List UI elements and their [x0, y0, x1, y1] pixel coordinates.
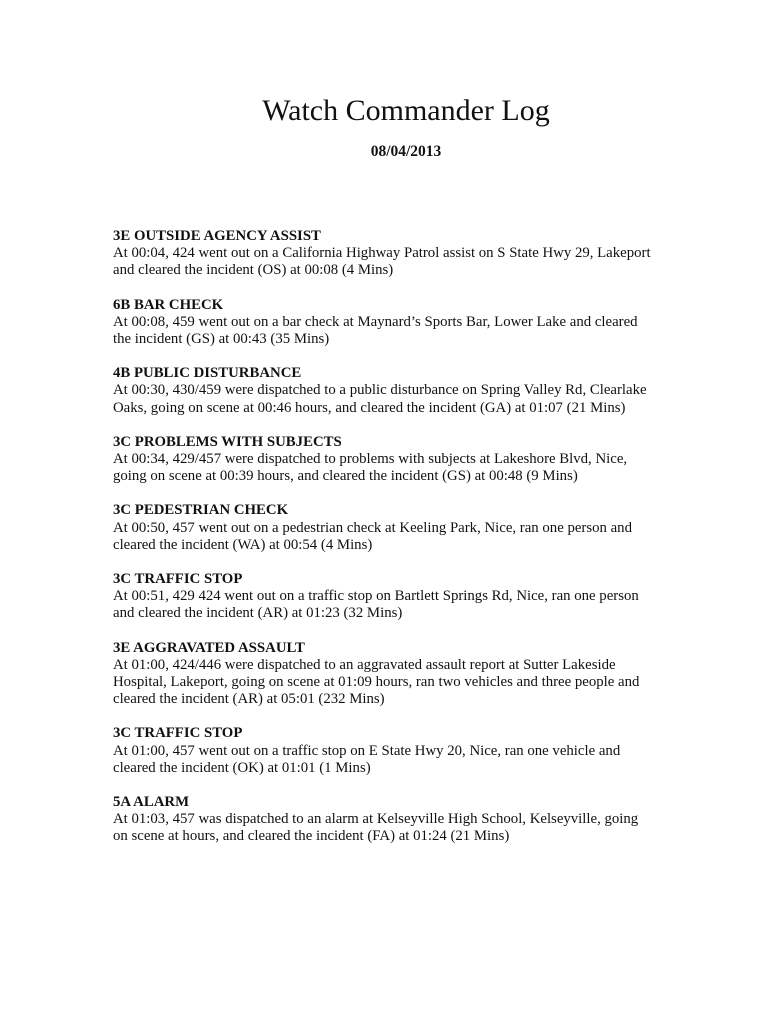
log-entry [113, 794, 653, 846]
entry-heading: 3E OUTSIDE AGENCY ASSIST [113, 228, 321, 244]
log-entry [113, 228, 653, 280]
entry-body: At 01:00, 457 went out on a traffic stop on E State Hwy 20, Nice, ran one vehicle and cleared the incident (OK) at 01:01 (1 Mins) [113, 742, 621, 776]
entry-heading: 6B BAR CHECK [113, 296, 224, 313]
log-entry [113, 725, 653, 777]
entry-heading: 3E AGGRAVATED ASSAULT [113, 639, 305, 656]
entry-body: At 00:30, 430/459 were dispatched to a public disturbance on Spring Valley Rd, Clearlake Oaks, going on scene at 00:46 hours, and cleared the incident (GA) at 01:07 (21 Mins) [113, 382, 647, 416]
entry-heading: 4B PUBLIC DISTURBANCE [113, 365, 302, 382]
entry-body: At 00:50, 457 went out on a pedestrian check at Keeling Park, Nice, ran one person and cleared the incident (WA) at 00:54 (4 Mins) [113, 519, 632, 553]
log-date: 08/04/2013 [370, 143, 442, 160]
page-title: Watch Commander Log [262, 94, 550, 127]
log-entry [113, 502, 653, 554]
log-entry [113, 297, 653, 349]
log-entry [113, 434, 653, 486]
log-entry [113, 571, 653, 623]
entry-heading: 3C PEDESTRIAN CHECK [113, 502, 289, 519]
entry-body: At 00:04, 424 went out on a California Highway Patrol assist on S State Hwy 29, Lakeport and cleared the incident (OS) at 00:08 (4 Mins) [113, 245, 651, 279]
log-entry [113, 640, 653, 709]
entry-heading: 3C TRAFFIC STOP [113, 725, 243, 742]
entry-body: At 01:03, 457 was dispatched to an alarm at Kelseyville High School, Kelseyville, going on scene at hours, and cleared the incident (FA) at 01:24 (21 Mins) [113, 811, 639, 845]
log-entry [113, 365, 653, 417]
entry-body: At 01:00, 424/446 were dispatched to an aggravated assault report at Sutter Lakeside Hospital, Lakeport, going on scene at 01:09 hours, ran two vehicles and three people and cleared the incident (AR) at 05:01 (232 Mins) [113, 656, 640, 708]
entry-heading: 3C PROBLEMS WITH SUBJECTS [113, 433, 342, 450]
entry-body: At 00:51, 429 424 went out on a traffic stop on Bartlett Springs Rd, Nice, ran one person and cleared the incident (AR) at 01:23 (32 Mins) [113, 588, 639, 622]
log-entries [113, 228, 653, 863]
entry-heading: 3C TRAFFIC STOP [113, 571, 243, 588]
entry-body: At 00:34, 429/457 were dispatched to problems with subjects at Lakeshore Blvd, Nice, going on scene at 00:39 hours, and cleared the incident (GS) at 00:48 (9 Mins) [113, 451, 628, 485]
entry-body: At 00:08, 459 went out on a bar check at Maynard’s Sports Bar, Lower Lake and cleared the incident (GS) at 00:43 (35 Mins) [113, 313, 638, 348]
entry-heading: 5A ALARM [113, 794, 190, 811]
